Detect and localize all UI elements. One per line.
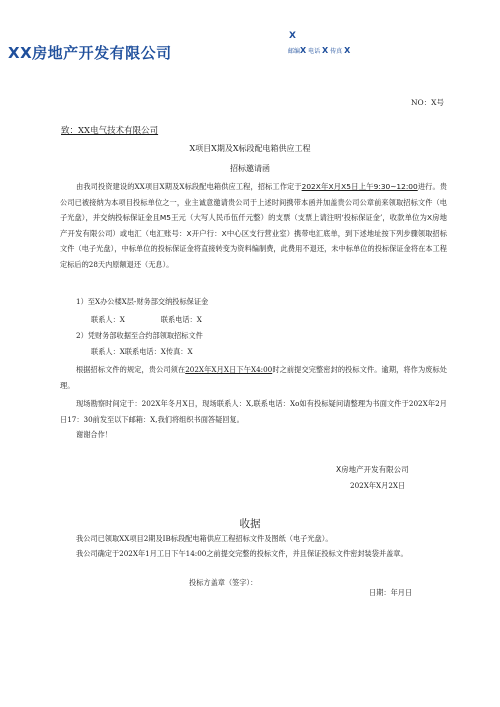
contact-x: X	[289, 31, 296, 41]
document-title: 招标邀请函	[230, 164, 270, 173]
receipt-line-2: 我公司确定于202X年1月工日下午14:00之前提交完整的投标文件，并且保证投标文件密封装袋并盖章。	[76, 549, 408, 558]
signature-date: 202X年X月2X日	[350, 481, 406, 490]
p1-text-f: 或电汇（	[119, 228, 150, 238]
step-1: 1）至X办公楼X层-财务部交纳投标保证金	[76, 297, 209, 306]
company-logo: XX房地产开发有限公司	[8, 44, 172, 62]
contact-line	[288, 46, 350, 55]
receipt-date: 日期：年月日	[369, 588, 413, 597]
invitation-paragraph	[60, 179, 447, 272]
project-title: X项目X期及X标段配电箱供应工程	[189, 144, 311, 153]
signature-company: X房地产开发有限公司	[336, 465, 409, 474]
postcode-label: 邮编	[288, 48, 301, 55]
postcode-value: X	[300, 46, 307, 55]
p1-payee: 收款单位为X房地产开发有限公司）	[60, 213, 447, 238]
p1-text-d: （支票上请注明‘投标保证金’，	[290, 213, 390, 222]
p1-text-a: 由我司投资建设的XX项目X期及X标段配电箱供应工程，招标工作定于	[76, 182, 302, 191]
fax-label: 传真	[330, 48, 343, 55]
p1-text-h: ）携带电汇底单，到下述地址按下列步骤领取招标文件（电子光盘），中标单位的投标保证金将直接转变为资料编制费，此费用不退还，未中标单位的投标保证金将在本工程定标后的28天内原额退还（无息）。	[60, 228, 447, 269]
phone-label: 电话	[308, 48, 321, 55]
p2-deadline: 202X年X月X日下午X4:00	[185, 365, 273, 374]
document-number: NO：X号	[410, 98, 444, 107]
p2-text-a: 根据招标文件的规定，贵公司须在	[76, 365, 186, 374]
p1-date: 202X年X月X5日上午9:30~12:00	[301, 182, 418, 191]
step-2-contact: 联系人：X联系电话：X传真：X	[91, 347, 193, 356]
deadline-paragraph	[60, 362, 447, 393]
step-1-contact: 联系人：X 联系电话：X	[91, 315, 202, 324]
step-2: 2）凭财务部收据至合约部领取招标文件	[76, 331, 203, 340]
p1-deposit: 并交纳投标保证金且M5王元（大写人民币伍仟元整）的支票	[92, 213, 291, 222]
receipt-title: 收据	[239, 518, 261, 530]
phone-value: X	[322, 46, 329, 55]
receipt-line-1: 我公司已领取XX项目2期及IB标段配电箱供应工程招标文件及图纸（电子光盘）。	[76, 534, 333, 543]
recipient: 致：XX电气技术有限公司	[61, 126, 159, 136]
thanks: 谢谢合作！	[76, 430, 112, 439]
p1-text-b: 进行。贵公司已被接纳为本项目投标单位之一，业主诚意邀请贵公司于上述时间携带本函并加盖贵公司公章前来领取招标文件（电子光盘），	[60, 182, 447, 222]
p1-bank-account: 电汇账号：X开户行：X中心区支行营业室	[149, 228, 287, 238]
site-visit-paragraph: 现场勘察时间定于：202X年冬月X日，现场联系人：X,联系电话：Xo如有投标疑问请整理为书面文件于202X年2月日17：30前发至以下邮箱：X,我们将组织书面答疑回复。	[60, 399, 447, 424]
bidder-seal: 投标方盖章（签字）：	[189, 578, 258, 587]
fax-value: X	[344, 46, 351, 55]
p2-text-b: 时之前提交完整密封的投标文件。逾期，将作为废标处理。	[60, 365, 447, 390]
